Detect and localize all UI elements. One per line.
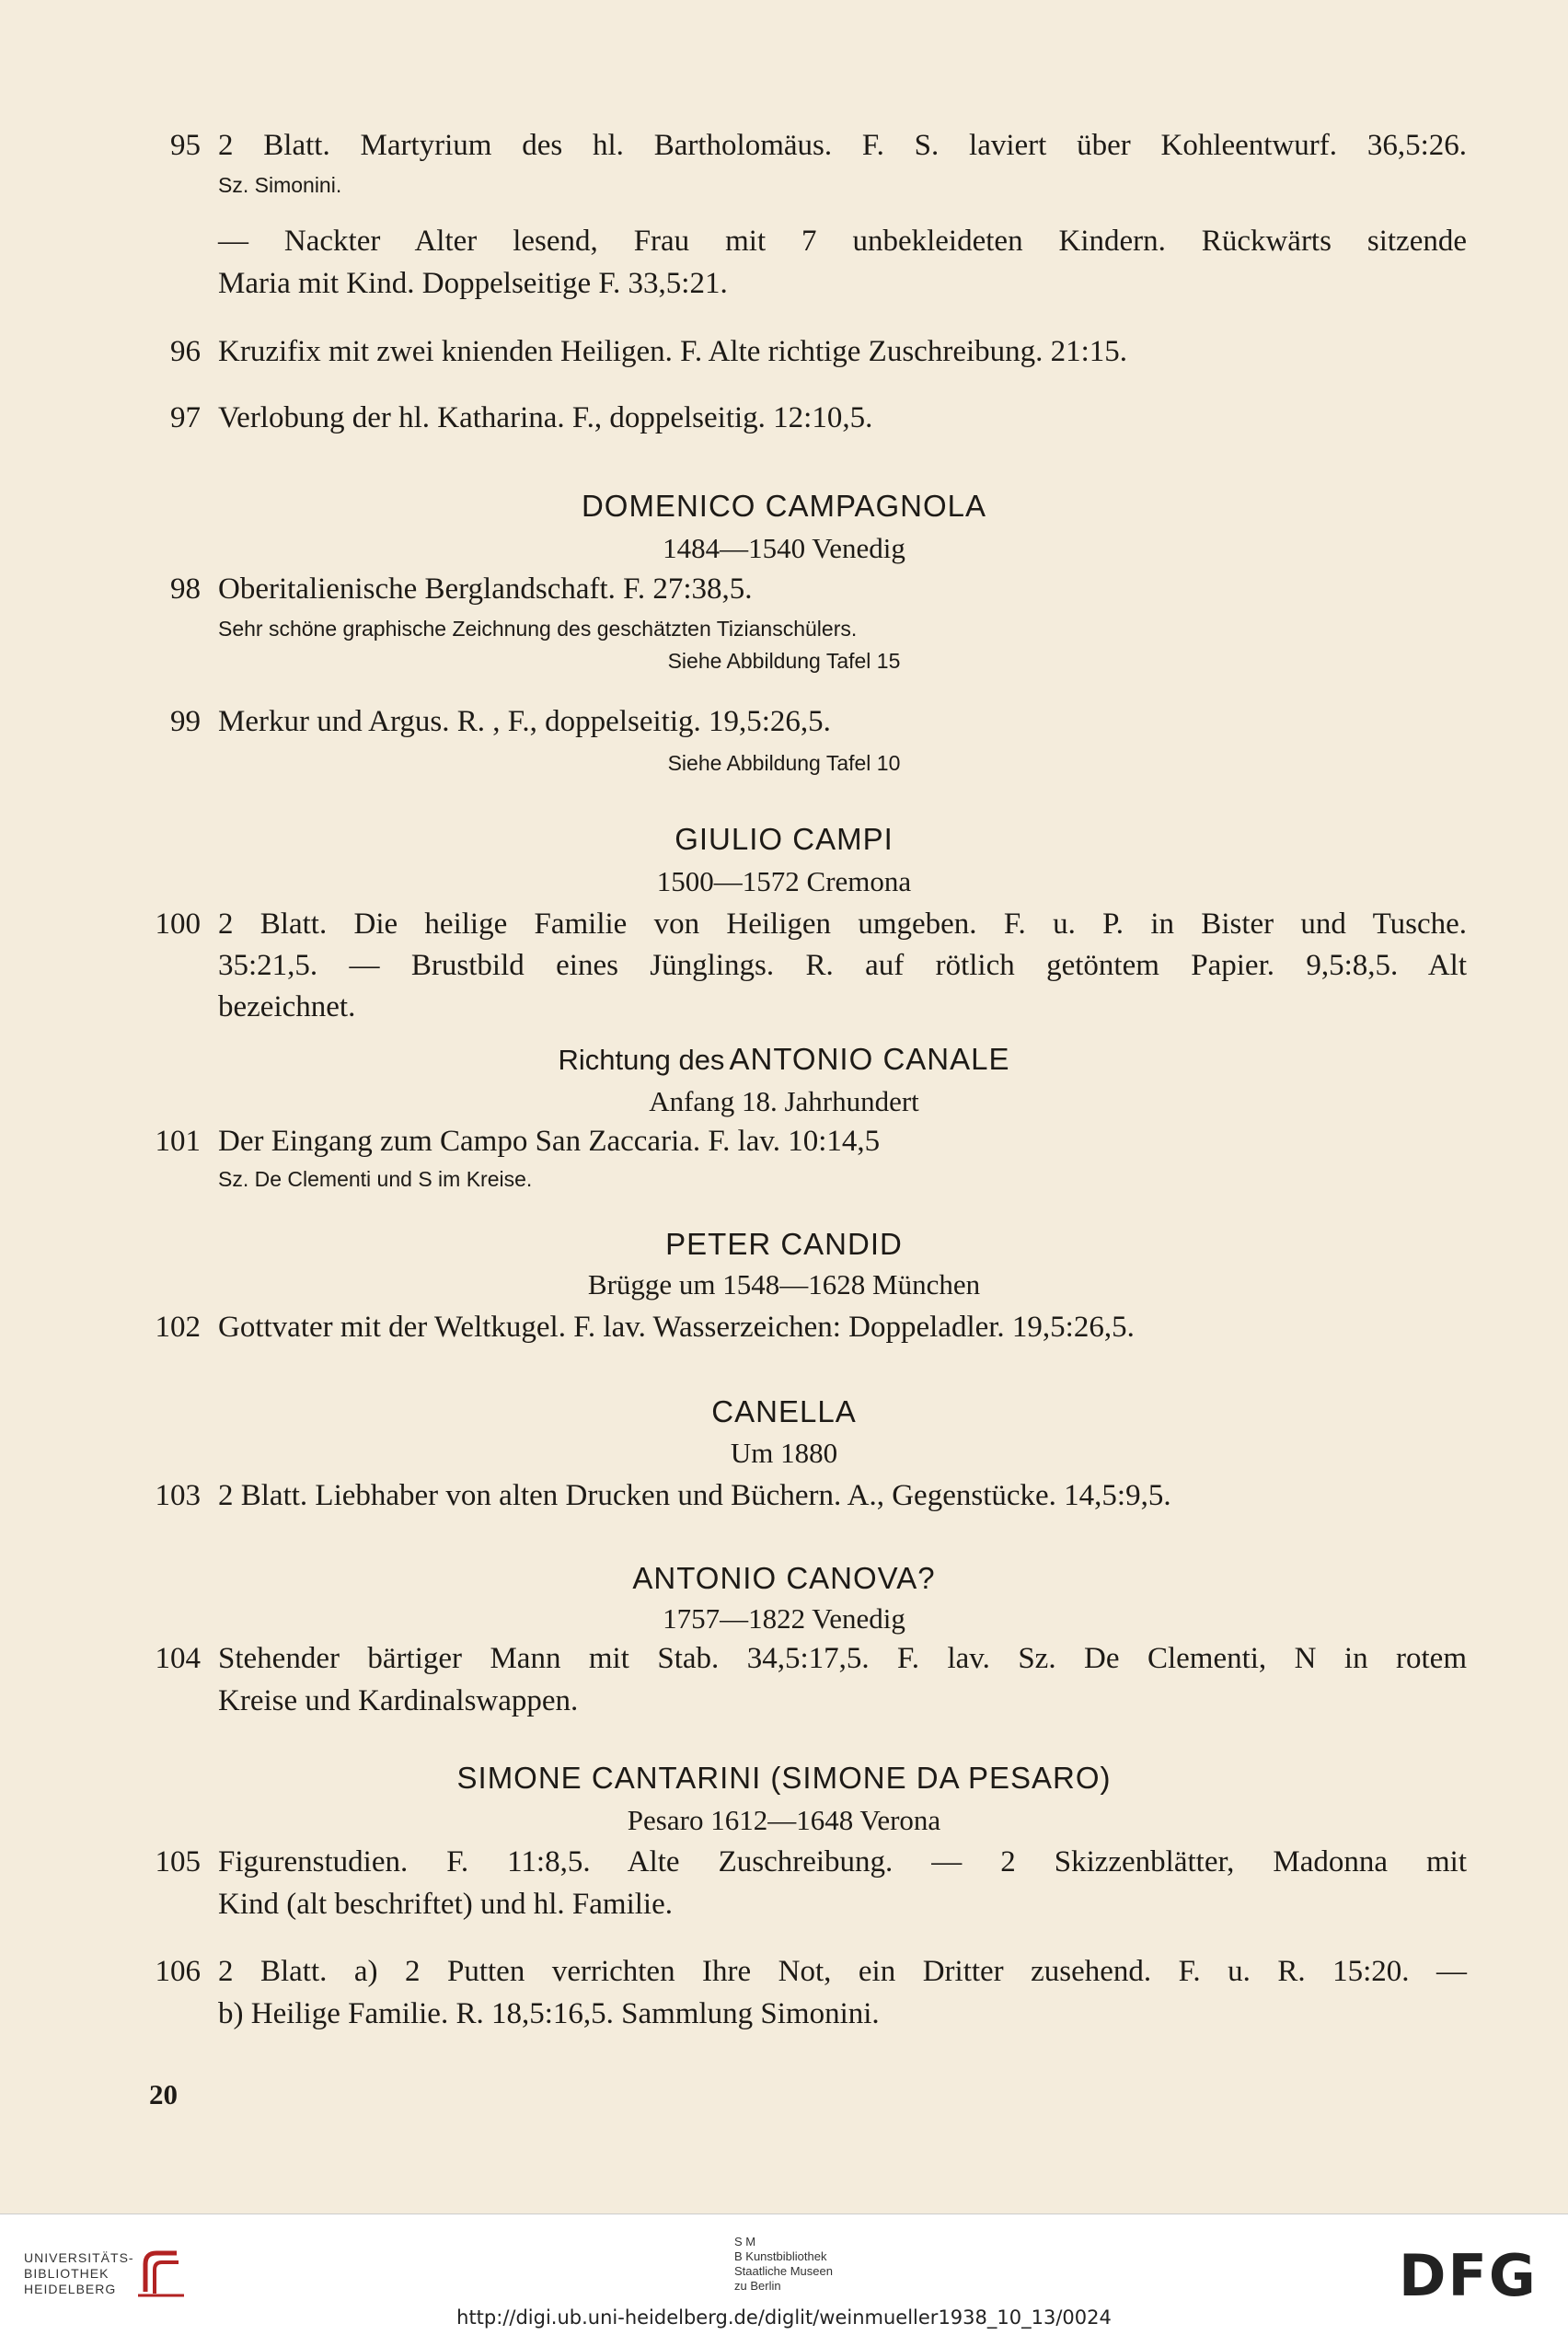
entry-number: 101 (155, 1125, 201, 1158)
plate-reference: Siehe Abbildung Tafel 10 (667, 751, 901, 775)
entry-number: 106 (155, 1955, 201, 1988)
entry-number: 102 (155, 1311, 201, 1344)
entry-note: Sehr schöne graphische Zeichnung des geschätzten Tizianschülers. (218, 617, 858, 641)
plate-reference: Siehe Abbildung Tafel 15 (667, 649, 901, 673)
artist-dates: 1484—1540 Venedig (663, 532, 905, 564)
artist-dates: 1757—1822 Venedig (663, 1602, 905, 1635)
stamp-line: B Kunstbibliothek (734, 2249, 827, 2263)
dfg-logo[interactable]: DFG (1399, 2242, 1538, 2309)
entry-number: 99 (170, 705, 201, 738)
entry-text: 2 Blatt. a) 2 Putten verrichten Ihre Not, ein Dritter zusehend. F. u. R. 15:20. — (218, 1955, 1467, 1988)
entry-text: Verlobung der hl. Katharina. F., doppelseitig. 12:10,5. (218, 401, 873, 434)
entry-text: — Nackter Alter lesend, Frau mit 7 unbekleideten Kindern. Rückwärts sitzende (218, 225, 1467, 258)
library-name-line: BIBLIOTHEK (24, 2266, 110, 2281)
entry-number: 105 (155, 1845, 201, 1878)
artist-heading: CANELLA (711, 1394, 857, 1428)
entry-number: 103 (155, 1479, 201, 1512)
entry-text: bezeichnet. (218, 990, 356, 1023)
entry-note: Sz. De Clementi und S im Kreise. (218, 1167, 533, 1191)
entry-number: 96 (170, 335, 201, 368)
entry-number: 100 (155, 907, 201, 941)
artist-dates: Pesaro 1612—1648 Verona (627, 1804, 941, 1836)
heading-prefix: Richtung des (558, 1044, 725, 1076)
artist-dates: Brügge um 1548—1628 München (587, 1268, 981, 1300)
library-name-line: UNIVERSITÄTS- (24, 2250, 134, 2265)
entry-text: 2 Blatt. Martyrium des hl. Bartholomäus. F. S. laviert über Kohleentwurf. 36,5:26. (218, 129, 1467, 162)
entry-number: 104 (155, 1642, 201, 1675)
entry-text: 2 Blatt. Die heilige Familie von Heiligen umgeben. F. u. P. in Bister und Tusche. (218, 907, 1467, 941)
entry-text: Figurenstudien. F. 11:8,5. Alte Zuschreibung. — 2 Skizzenblätter, Madonna mit (218, 1845, 1467, 1878)
entry-number: 98 (170, 572, 201, 606)
library-logo-text[interactable] (24, 2250, 134, 2297)
stamp-line: S M (734, 2235, 756, 2248)
entry-text: 35:21,5. — Brustbild eines Jünglings. R. auf rötlich getöntem Papier. 9,5:8,5. Alt (218, 949, 1467, 982)
entry-number: 95 (170, 129, 201, 162)
stamp-line: zu Berlin (734, 2279, 781, 2293)
entry-text: Kreise und Kardinalswappen. (218, 1684, 579, 1717)
entry-text: Oberitalienische Berglandschaft. F. 27:38,5. (218, 572, 753, 606)
entry-text: b) Heilige Familie. R. 18,5:16,5. Sammlung Simonini. (218, 1997, 880, 2030)
page-number: 20 (149, 2078, 178, 2110)
artist-heading: DOMENICO CAMPAGNOLA (581, 489, 987, 523)
permalink-url[interactable]: http://digi.ub.uni-heidelberg.de/diglit/weinmueller1938_10_13/0024 (456, 2306, 1112, 2329)
entry-text: Stehender bärtiger Mann mit Stab. 34,5:17,5. F. lav. Sz. De Clementi, N in rotem (218, 1642, 1467, 1675)
entry-note: Sz. Simonini. (218, 173, 342, 197)
library-logo-icon[interactable] (136, 2248, 186, 2299)
museum-stamp (734, 2235, 833, 2294)
artist-heading: SIMONE CANTARINI (SIMONE DA PESARO) (456, 1761, 1112, 1795)
artist-dates: Anfang 18. Jahrhundert (649, 1085, 919, 1117)
entry-text: Merkur und Argus. R. , F., doppelseitig. 19,5:26,5. (218, 705, 831, 738)
entry-text: Kind (alt beschriftet) und hl. Familie. (218, 1888, 673, 1921)
artist-dates: 1500—1572 Cremona (656, 865, 912, 897)
stamp-line: Staatliche Museen (734, 2264, 833, 2278)
entry-text: Kruzifix mit zwei knienden Heiligen. F. Alte richtige Zuschreibung. 21:15. (218, 335, 1128, 368)
artist-heading: GIULIO CAMPI (674, 822, 894, 856)
heading-name: ANTONIO CANALE (729, 1042, 1010, 1076)
entry-text: Der Eingang zum Campo San Zaccaria. F. lav. 10:14,5 (218, 1125, 881, 1158)
entry-text: 2 Blatt. Liebhaber von alten Drucken und Büchern. A., Gegenstücke. 14,5:9,5. (218, 1479, 1171, 1512)
entry-text: Maria mit Kind. Doppelseitige F. 33,5:21. (218, 267, 728, 300)
entry-number: 97 (170, 401, 201, 434)
entry-text: Gottvater mit der Weltkugel. F. lav. Wasserzeichen: Doppeladler. 19,5:26,5. (218, 1311, 1135, 1344)
artist-heading: ANTONIO CANOVA? (632, 1561, 936, 1595)
library-name-line: HEIDELBERG (24, 2282, 117, 2296)
artist-dates: Um 1880 (730, 1437, 838, 1469)
artist-heading: PETER CANDID (665, 1227, 903, 1261)
artist-heading (0, 1042, 1568, 1077)
